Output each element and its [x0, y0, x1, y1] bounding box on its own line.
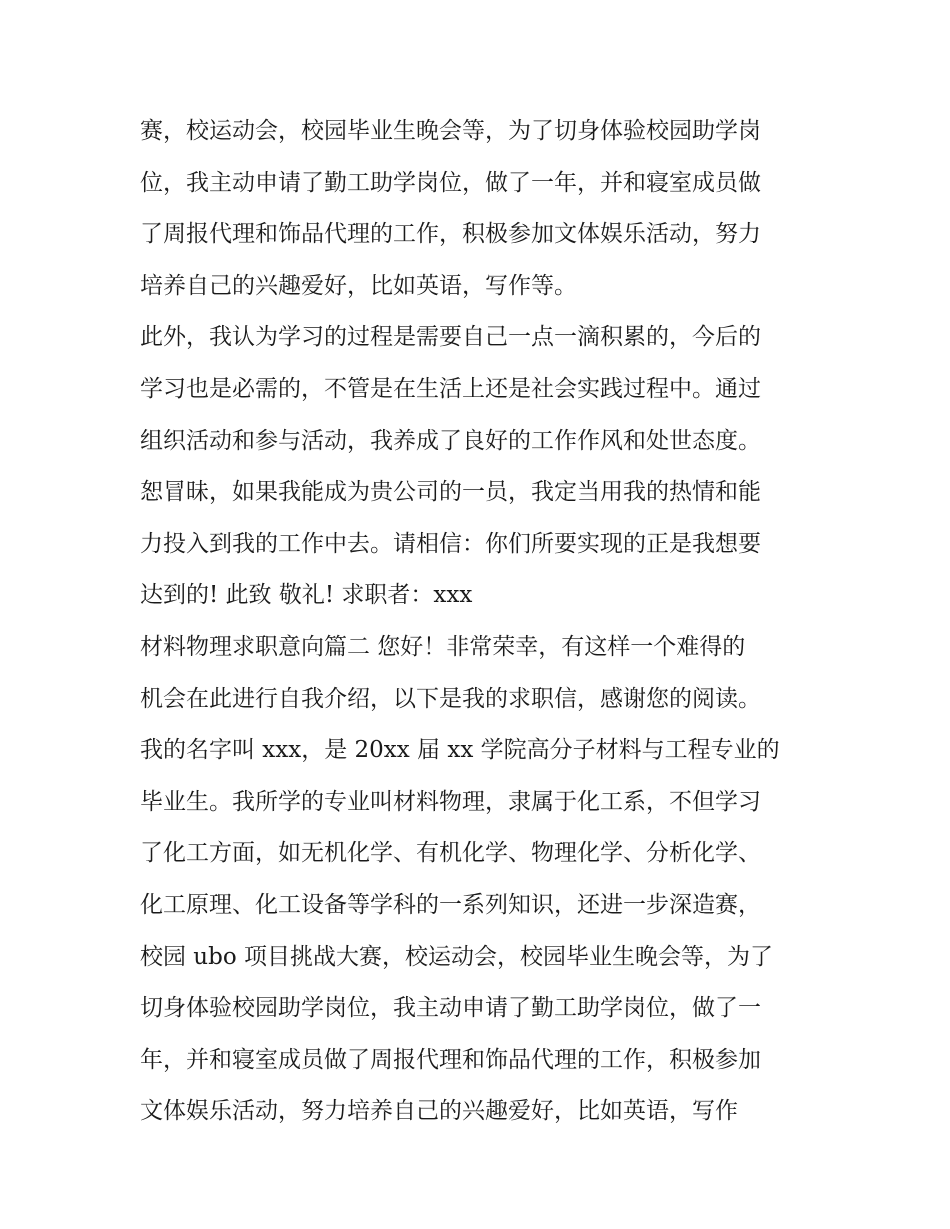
- text-line: 校园 ubo 项目挑战大赛，校运动会，校园毕业生晚会等，为了: [140, 943, 774, 970]
- text-line: 培养自己的兴趣爱好，比如英语，写作等。: [140, 272, 577, 299]
- body-text: [140, 106, 820, 1138]
- text-line: 机会在此进行自我介绍，以下是我的求职信，感谢您的阅读。: [140, 685, 761, 712]
- text-line: 切身体验校园助学岗位，我主动申请了勤工助学岗位，做了一: [140, 995, 761, 1022]
- text-line: 了化工方面，如无机化学、有机化学、物理化学、分析化学、: [140, 840, 761, 867]
- text-line: 此外，我认为学习的过程是需要自己一点一滴积累的，今后的: [140, 324, 761, 351]
- text-line: 学习也是必需的，不管是在生活上还是社会实践过程中。通过: [140, 375, 761, 402]
- text-line: 达到的! 此致 敬礼! 求职者：xxx: [140, 582, 473, 609]
- text-line: 我的名字叫 xxx，是 20xx 届 xx 学院高分子材料与工程专业的: [140, 737, 780, 764]
- text-line: 了周报代理和饰品代理的工作，积极参加文体娱乐活动，努力: [140, 221, 761, 248]
- text-line: 恕冒昧，如果我能成为贵公司的一员，我定当用我的热情和能: [140, 479, 761, 506]
- text-line: 组织活动和参与活动，我养成了良好的工作作风和处世态度。: [140, 427, 761, 454]
- text-line: 年，并和寝室成员做了周报代理和饰品代理的工作，积极参加: [140, 1046, 761, 1073]
- text-line: 化工原理、化工设备等学科的一系列知识，还进一步深造赛，: [140, 891, 761, 918]
- text-line: 位，我主动申请了勤工助学岗位，做了一年，并和寝室成员做: [140, 169, 761, 196]
- text-line: 力投入到我的工作中去。请相信：你们所要实现的正是我想要: [140, 530, 761, 557]
- text-line: 毕业生。我所学的专业叫材料物理，隶属于化工系，不但学习: [140, 788, 761, 815]
- text-line: 文体娱乐活动，努力培养自己的兴趣爱好，比如英语，写作: [140, 1098, 738, 1125]
- text-line: 赛，校运动会，校园毕业生晚会等，为了切身体验校园助学岗: [140, 118, 761, 144]
- text-line: 材料物理求职意向篇二 您好！非常荣幸，有这样一个难得的: [140, 633, 746, 660]
